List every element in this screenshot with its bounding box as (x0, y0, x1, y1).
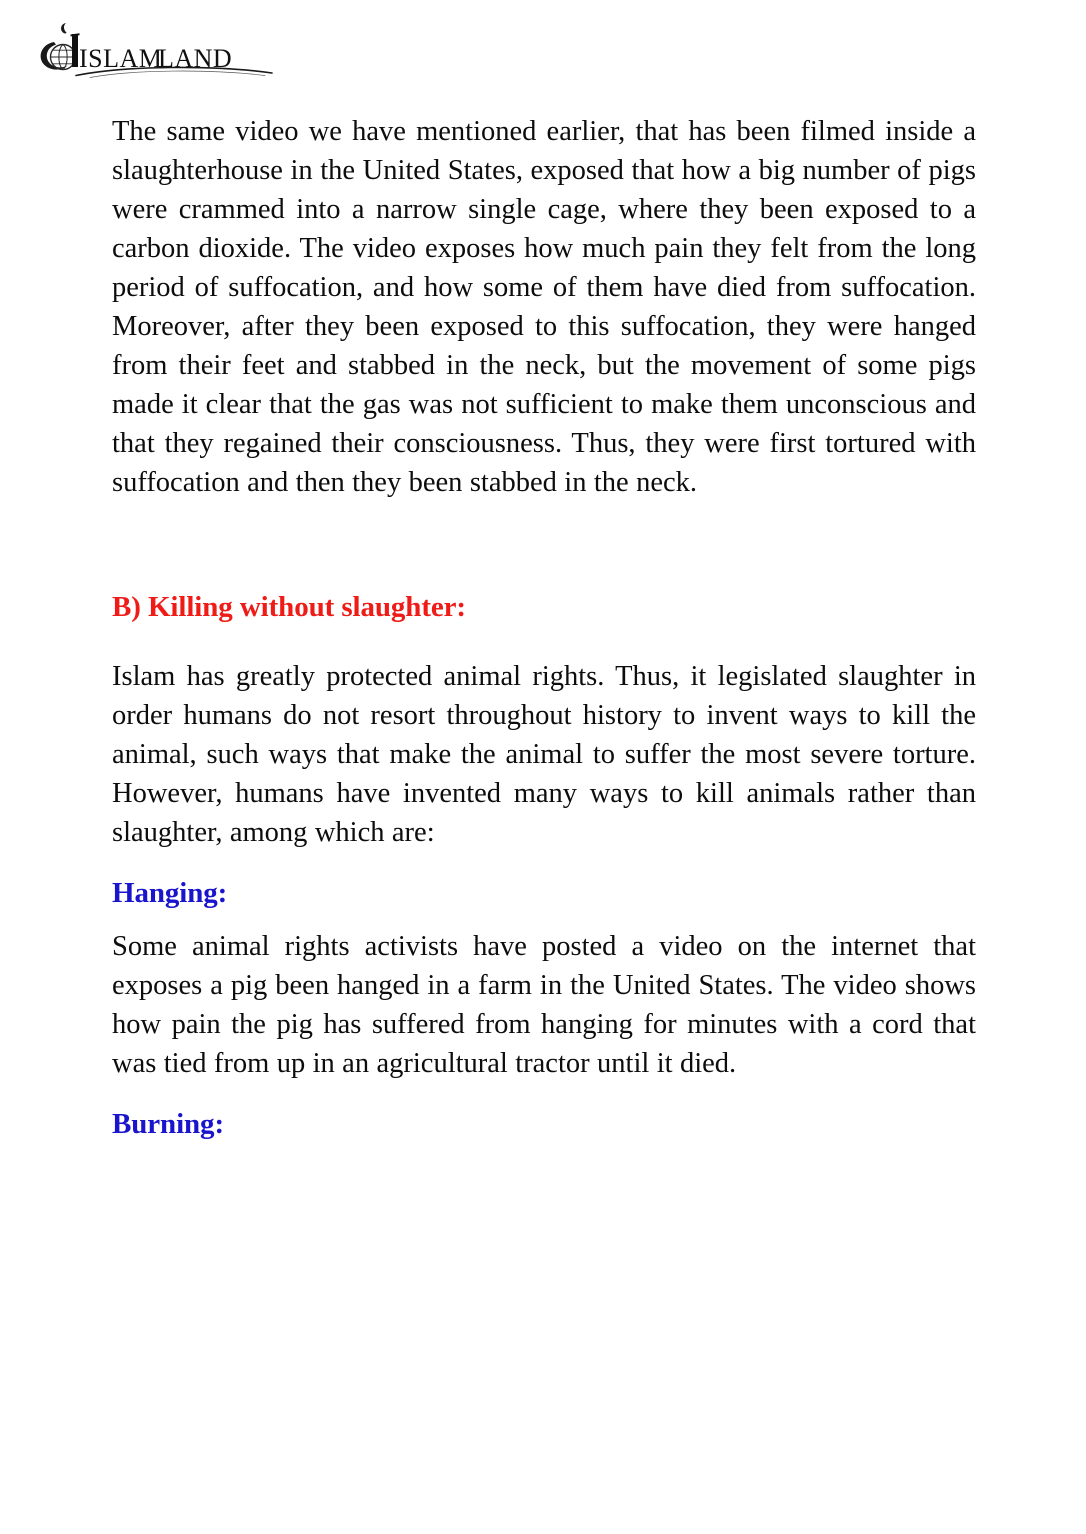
heading-burning: Burning: (112, 1108, 225, 1140)
islamland-wordmark-part-1: ISLAM (79, 44, 163, 73)
heading-spacer (112, 913, 976, 927)
heading-spacer (112, 852, 976, 874)
paragraph-islam-animal-rights: Islam has greatly protected animal rights. Thus, it legislated slaughter in order humans do not resort throughout history to invent ways to kill the animal, such ways that make the animal to suffer the most severe torture. However, humans have invented many ways to kill animals rather than slaughter, among which are: (112, 661, 976, 848)
heading-spacer (112, 1083, 976, 1105)
section-spacer (112, 502, 976, 588)
islamland-wordmark-part-2: LAND (158, 44, 233, 73)
heading-killing-without-slaughter: B) Killing without slaughter: (112, 591, 466, 623)
heading-hanging: Hanging: (112, 877, 228, 909)
islamland-crescent-globe-icon (30, 20, 280, 82)
paragraph-hanging-video: Some animal rights activists have posted a video on the internet that exposes a pig been hanged in a farm in the United States. The video shows how pain the pig has suffered from hanging for minutes with a cord that was tied from up in an agricultural tractor until it died. (112, 931, 976, 1079)
document-body (112, 112, 976, 1144)
paragraph-slaughterhouse-video: The same video we have mentioned earlier, that has been filmed inside a slaughterhouse in the United States, exposed that how a big number of pigs were crammed into a narrow single cage, where they been exposed to a carbon dioxide. The video exposes how much pain they felt from the long period of suffocation, and how some of them have died from suffocation. Moreover, after they been exposed to this suffocation, they were hanged from their feet and stabbed in the neck, but the movement of some pigs made it clear that the gas was not sufficient to make them unconscious and that they regained their consciousness. Thus, they were first tortured with suffocation and then they been stabbed in the neck. (112, 116, 976, 498)
islamland-logo (30, 20, 280, 82)
heading-spacer (112, 627, 976, 657)
